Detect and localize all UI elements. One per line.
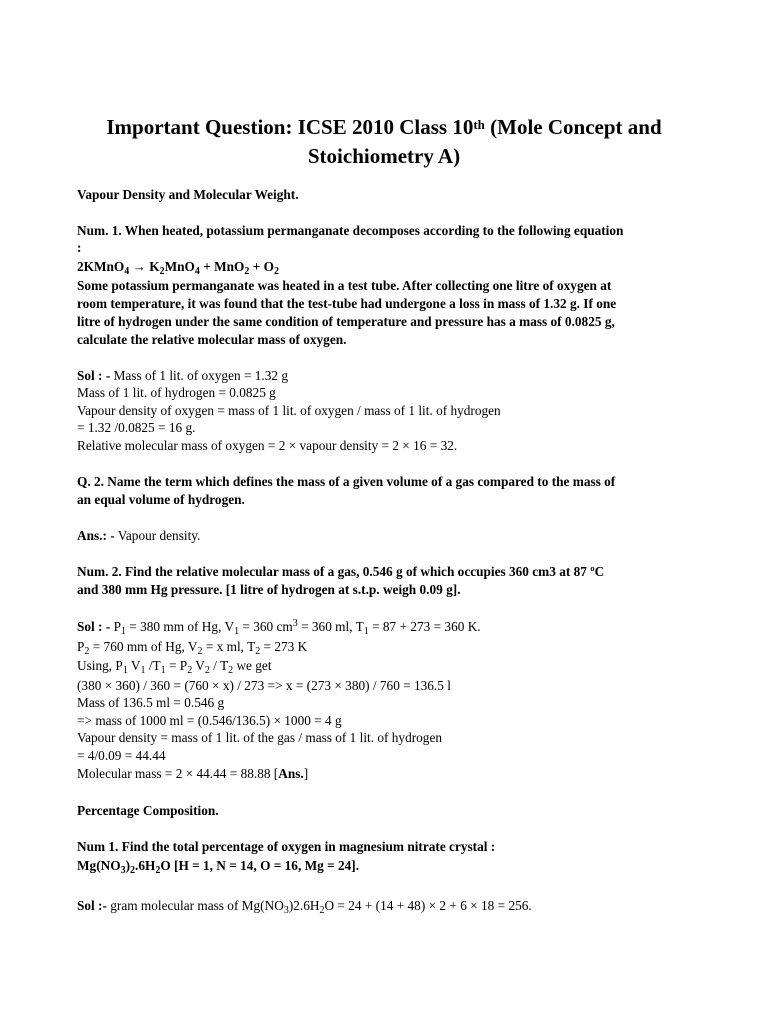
section-heading-vapour-density: Vapour Density and Molecular Weight. bbox=[77, 187, 299, 202]
num1-question-line1: Num. 1. When heated, potassium permanganate decomposes according to the following equation bbox=[77, 223, 624, 238]
q2-question-line: an equal volume of hydrogen. bbox=[77, 492, 245, 507]
solution-label: Sol :- bbox=[77, 898, 107, 913]
pc-num1-question-line: Num 1. Find the total percentage of oxygen in magnesium nitrate crystal : bbox=[77, 839, 496, 854]
num1-solution-line: Relative molecular mass of oxygen = 2 × vapour density = 2 × 16 = 32. bbox=[77, 438, 458, 453]
num1-solution-line: Sol : - Mass of 1 lit. of oxygen = 1.32 g bbox=[77, 368, 289, 383]
q2-question-line: Q. 2. Name the term which defines the mass of a given volume of a gas compared to the mass of bbox=[77, 474, 616, 489]
num1-body-line: calculate the relative molecular mass of oxygen. bbox=[77, 332, 347, 347]
q2-answer: Ans.: - Vapour density. bbox=[77, 528, 201, 543]
page-title bbox=[60, 113, 708, 171]
num1-equation: 2KMnO$_4$ → $K_2MnO_4 + MnO_2 + O_2$ bbox=[77, 259, 279, 277]
num2-solution-line: $P_2 = 760$ mm of Hg, $V_2 = x$ ml, $T_2 = 273$ K bbox=[77, 639, 308, 657]
title-text-cont: (Mole Concept and bbox=[484, 115, 662, 139]
num1-body-line: litre of hydrogen under the same condition of temperature and pressure has a mass of 0.0825 g, bbox=[77, 314, 615, 329]
pc-num1-formula-line: $Mg(NO_3)_2.6H_2O$ [H = 1, N = 14, O = 16, Mg = 24]. bbox=[77, 858, 360, 876]
section-heading-percentage-composition: Percentage Composition. bbox=[77, 803, 219, 818]
num1-solution-line: Mass of 1 lit. of hydrogen = 0.0825 g bbox=[77, 385, 276, 400]
num2-solution-line: Vapour density = mass of 1 lit. of the gas / mass of 1 lit. of hydrogen bbox=[77, 730, 442, 745]
num1-body-line: room temperature, it was found that the test-tube had undergone a loss in mass of 1.32 g. If one bbox=[77, 296, 617, 311]
answer-label: Ans.: - bbox=[77, 528, 115, 543]
num2-question-line: and 380 mm Hg pressure. [1 litre of hydrogen at s.t.p. weigh 0.09 g]. bbox=[77, 582, 461, 597]
num1-solution-line: = 1.32 /0.0825 = 16 g. bbox=[77, 420, 196, 435]
title-line2: Stoichiometry A) bbox=[307, 144, 461, 168]
num2-solution-line: Sol : - $P_1 = 380$ mm of Hg, $V_1 = 360$ $cm^3 = 360$ ml, $T_1 = 87 + 273 = 360$ K. bbox=[77, 618, 481, 637]
num1-solution-line: Vapour density of oxygen = mass of 1 lit. of oxygen / mass of 1 lit. of hydrogen bbox=[77, 403, 501, 418]
num1-question-colon: : bbox=[77, 240, 82, 255]
num1-body-line: Some potassium permanganate was heated in a test tube. After collecting one litre of oxygen at bbox=[77, 278, 612, 293]
num2-solution-line: => mass of 1000 ml = (0.546/136.5) × 1000 = 4 g bbox=[77, 713, 342, 728]
solution-label: Sol : - bbox=[77, 619, 111, 634]
num2-solution-line: Using, $P_1$ $V_1$ $/T_1 = P_2$ $V_2 / T_2$ we get bbox=[77, 658, 272, 676]
num2-solution-line: Mass of 136.5 ml = 0.546 g bbox=[77, 695, 225, 710]
num2-solution-line: (380 × 360) / 360 = (760 × x) / 273 => x = (273 × 380) / 760 = 136.5 l bbox=[77, 678, 451, 693]
title-text: Important Question: ICSE 2010 Class 10 bbox=[106, 115, 474, 139]
num2-question-line: Num. 2. Find the relative molecular mass of a gas, 0.546 g of which occupies 360 cm3 at 87 ºC bbox=[77, 564, 605, 579]
num2-final-answer: Molecular mass = 2 × 44.44 = 88.88 [Ans.] bbox=[77, 766, 309, 781]
num2-solution-line: = 4/0.09 = 44.44 bbox=[77, 748, 166, 763]
solution-label: Sol : - bbox=[77, 368, 111, 383]
pc-num1-solution-line: Sol :- gram molecular mass of $Mg(NO_3)2.6H_2O = 24 + (14 + 48) \times 2 + 6 \times 18 = 256$. bbox=[77, 898, 532, 916]
title-superscript: th bbox=[473, 117, 485, 132]
